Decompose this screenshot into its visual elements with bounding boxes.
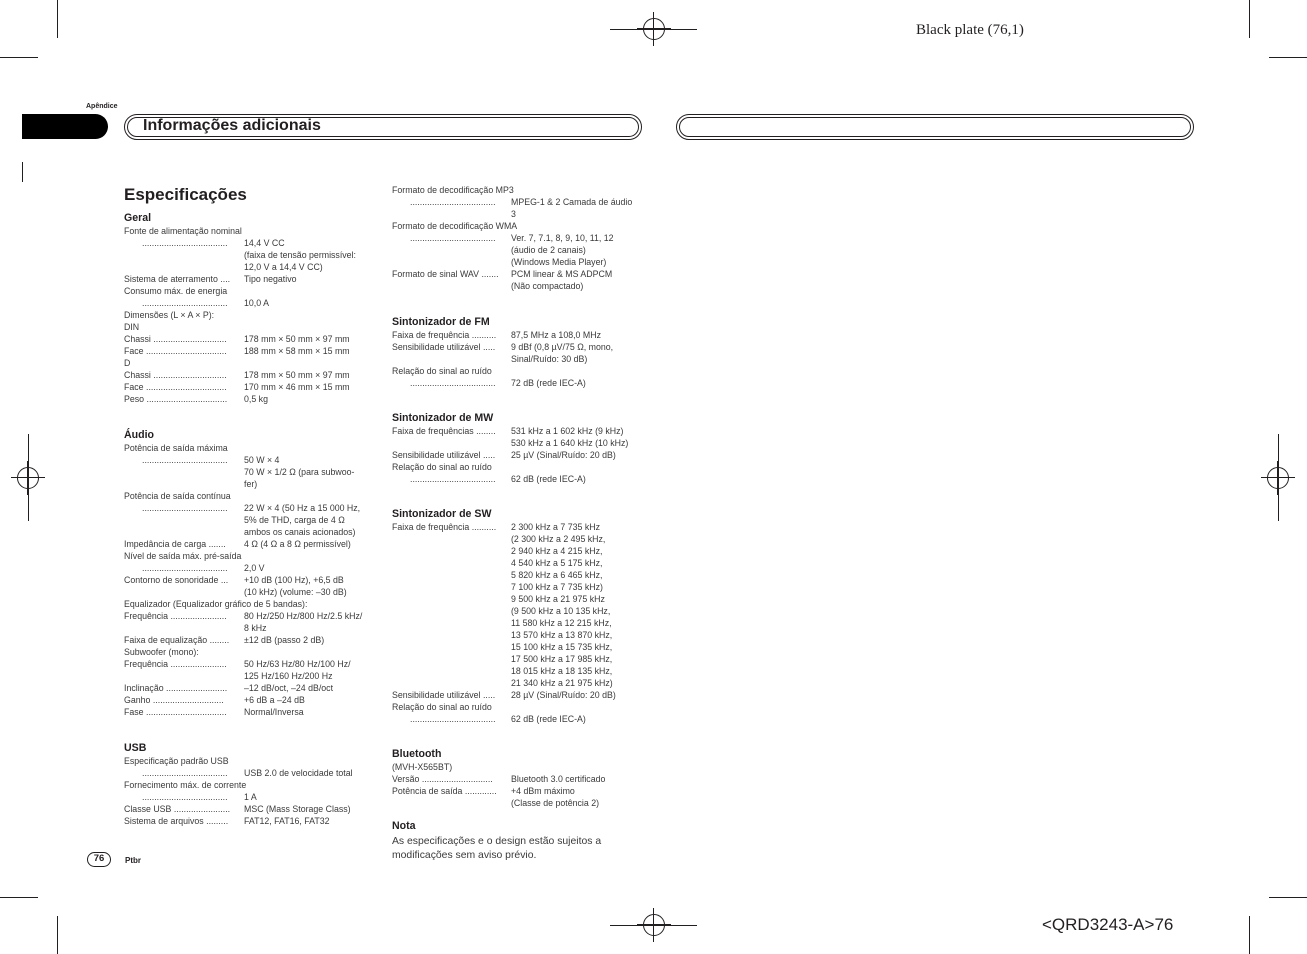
note-text: As especificações e o design estão sujeitos a — [392, 836, 602, 847]
spec-row — [124, 694, 374, 706]
spec-label: Frequência ....................... — [124, 611, 227, 621]
spec-value: 10,0 A — [244, 298, 269, 308]
band-line: 21 340 kHz a 21 975 kHz) — [511, 678, 613, 688]
spec-value: 9 dBf (0,8 µV/75 Ω, mono, — [511, 342, 614, 352]
spec-row — [124, 237, 374, 249]
spec-row — [392, 232, 647, 244]
spec-line: Subwoofer (mono): — [124, 647, 199, 657]
section-title: Informações adicionais — [143, 117, 321, 134]
spec-value: 0,5 kg — [244, 394, 268, 404]
spec-label: ................................... — [142, 238, 228, 248]
spec-row — [124, 791, 374, 803]
spec-line: 70 W × 1/2 Ω (para subwoo- — [244, 467, 355, 477]
spec-column-left — [124, 211, 374, 827]
spec-row — [124, 538, 374, 550]
spec-row — [124, 706, 374, 718]
crop-mark — [1269, 897, 1307, 898]
spec-line: fer) — [244, 479, 258, 489]
band-line: 2 940 kHz a 4 215 kHz, — [511, 546, 603, 556]
spec-label: Fase ................................. — [124, 707, 227, 717]
spec-row — [124, 803, 374, 815]
band-line: 7 100 kHz a 7 735 kHz) — [511, 582, 603, 592]
spec-row — [392, 713, 647, 725]
spec-line: (Classe de potência 2) — [511, 798, 600, 808]
spec-value: 14,4 V CC — [244, 238, 285, 248]
spec-row — [392, 377, 647, 389]
spec-line: (áudio de 2 canais) — [511, 245, 586, 255]
spec-label: Peso ................................. — [124, 394, 228, 404]
spec-label: Sensibilidade utilizável ..... — [392, 690, 496, 700]
spec-line: (faixa de tensão permissível: — [244, 250, 356, 260]
spec-value: Normal/Inversa — [244, 707, 304, 717]
spec-label: ................................... — [142, 503, 228, 513]
spec-label: ................................... — [142, 792, 228, 802]
spec-label: ................................... — [410, 378, 496, 388]
spec-value: FAT12, FAT16, FAT32 — [244, 816, 330, 826]
section-header-right — [676, 114, 1194, 140]
spec-value: 188 mm × 58 mm × 15 mm — [244, 346, 350, 356]
spec-value: 4 Ω (4 Ω a 8 Ω permissível) — [244, 539, 351, 549]
spec-label: Faixa de frequência .......... — [392, 522, 497, 532]
spec-value: Ver. 7, 7.1, 8, 9, 10, 11, 12 — [511, 233, 614, 243]
band-line: (9 500 kHz a 10 135 kHz, — [511, 606, 611, 616]
spec-row — [392, 329, 647, 341]
crop-mark — [1249, 916, 1250, 954]
spec-label: ................................... — [142, 563, 228, 573]
band-line: (2 300 kHz a 2 495 kHz, — [511, 534, 606, 544]
spec-label: Impedância de carga ....... — [124, 539, 226, 549]
section-heading: USB — [124, 742, 147, 754]
page-number-badge: 76 — [87, 852, 111, 867]
spec-row — [124, 634, 374, 646]
spec-label: ................................... — [142, 298, 228, 308]
spec-line: Relação do sinal ao ruído — [392, 702, 492, 712]
spec-value: 170 mm × 46 mm × 15 mm — [244, 382, 350, 392]
spec-label: Versão ............................. — [392, 774, 493, 784]
spec-line: ambos os canais acionados) — [244, 527, 356, 537]
spec-line: 3 — [511, 209, 516, 219]
spec-row — [124, 454, 374, 466]
spec-label: Face ................................. — [124, 382, 227, 392]
spec-line: Formato de decodificação WMA — [392, 221, 518, 231]
spec-row — [124, 502, 374, 514]
spec-value: Bluetooth 3.0 certificado — [511, 774, 606, 784]
spec-value: 80 Hz/250 Hz/800 Hz/2.5 kHz/ — [244, 611, 363, 621]
spec-row — [124, 333, 374, 345]
band-line: 4 540 kHz a 5 175 kHz, — [511, 558, 603, 568]
spec-line: 5% de THD, carga de 4 Ω — [244, 515, 345, 525]
section-heading: Sintonizador de MW — [392, 412, 494, 424]
spec-value: 50 W × 4 — [244, 455, 280, 465]
spec-row — [124, 273, 374, 285]
spec-label: Ganho ............................. — [124, 695, 224, 705]
crop-mark — [1249, 0, 1250, 38]
band-line: 9 500 kHz a 21 975 kHz — [511, 594, 605, 604]
crop-mark — [0, 897, 38, 898]
spec-row — [124, 393, 374, 405]
spec-label: ................................... — [410, 233, 496, 243]
section-heading: Bluetooth — [392, 748, 442, 760]
spec-line: Potência de saída máxima — [124, 443, 228, 453]
spec-line: Consumo máx. de energia — [124, 286, 228, 296]
spec-value: +10 dB (100 Hz), +6,5 dB — [244, 575, 344, 585]
spec-row — [392, 425, 647, 437]
spec-row — [392, 449, 647, 461]
spec-value: 22 W × 4 (50 Hz a 15 000 Hz, — [244, 503, 361, 513]
spec-value: 25 µV (Sinal/Ruído: 20 dB) — [511, 450, 616, 460]
spec-line: Relação do sinal ao ruído — [392, 366, 492, 376]
section-heading: Geral — [124, 212, 152, 224]
spec-row — [392, 341, 647, 353]
spec-label: Sensibilidade utilizável ..... — [392, 342, 496, 352]
spec-line: Equalizador (Equalizador gráfico de 5 bandas): — [124, 599, 308, 609]
note-heading: Nota — [392, 820, 416, 832]
spec-line: Potência de saída contínua — [124, 491, 231, 501]
spec-value: 2,0 V — [244, 563, 265, 573]
spec-value: 178 mm × 50 mm × 97 mm — [244, 370, 350, 380]
spec-line: Nível de saída máx. pré-saída — [124, 551, 242, 561]
spec-line: Dimensões (L × A × P): — [124, 310, 215, 320]
spec-value: 62 dB (rede IEC-A) — [511, 714, 586, 724]
registration-mark — [637, 12, 671, 46]
spec-label: Faixa de frequências ........ — [392, 426, 496, 436]
spec-label: Sistema de arquivos ......... — [124, 816, 229, 826]
spec-row — [124, 574, 374, 586]
spec-label: Frequência ....................... — [124, 659, 227, 669]
spec-label: Inclinação ......................... — [124, 683, 228, 693]
spec-label: ................................... — [410, 197, 496, 207]
registration-mark — [1261, 461, 1295, 495]
spec-label: Formato de sinal WAV ....... — [392, 269, 499, 279]
spec-row — [392, 689, 647, 701]
document-code: <QRD3243-A>76 — [1042, 915, 1174, 934]
spec-value: +4 dBm máximo — [511, 786, 575, 796]
margin-tick — [22, 162, 23, 182]
spec-row — [124, 369, 374, 381]
band-line: 5 820 kHz a 6 465 kHz, — [511, 570, 603, 580]
spec-label: Sistema de aterramento .... — [124, 274, 231, 284]
spec-line: Relação do sinal ao ruído — [392, 462, 492, 472]
appendix-label: Apêndice — [86, 103, 118, 110]
spec-line: (10 kHz) (volume: –30 dB) — [244, 587, 347, 597]
spec-row — [124, 381, 374, 393]
spec-line: D — [124, 358, 131, 368]
spec-value: 28 µV (Sinal/Ruído: 20 dB) — [511, 690, 616, 700]
spec-row — [124, 345, 374, 357]
spec-row — [124, 767, 374, 779]
spec-row — [392, 473, 647, 485]
spec-value: +6 dB a –24 dB — [244, 695, 305, 705]
spec-row — [392, 268, 647, 280]
band-line: 11 580 kHz a 12 215 kHz, — [511, 618, 612, 628]
spec-value: 2 300 kHz a 7 735 kHz — [511, 522, 600, 532]
spec-value: ±12 dB (passo 2 dB) — [244, 635, 325, 645]
spec-line: 12,0 V a 14,4 V CC) — [244, 262, 323, 272]
crop-mark — [0, 57, 38, 58]
spec-line: (Não compactado) — [511, 281, 584, 291]
spec-row — [124, 562, 374, 574]
spec-row — [124, 682, 374, 694]
spec-label: Faixa de frequência .......... — [392, 330, 497, 340]
spec-label: Chassi .............................. — [124, 370, 227, 380]
spec-value: 1 A — [244, 792, 257, 802]
spec-line: Especificação padrão USB — [124, 756, 229, 766]
plate-label: Black plate (76,1) — [916, 22, 1024, 38]
spec-label: Contorno de sonoridade ... — [124, 575, 229, 585]
spec-value: Tipo negativo — [244, 274, 297, 284]
spec-line: Fornecimento máx. de corrente — [124, 780, 247, 790]
band-line: 17 500 kHz a 17 985 kHz, — [511, 654, 613, 664]
spec-row — [392, 521, 647, 533]
spec-row — [124, 658, 374, 670]
section-header — [124, 114, 642, 140]
page-title: Especificações — [124, 185, 247, 204]
spec-value: 62 dB (rede IEC-A) — [511, 474, 586, 484]
spec-row — [124, 610, 374, 622]
spec-label: Face ................................. — [124, 346, 227, 356]
spec-value: 178 mm × 50 mm × 97 mm — [244, 334, 350, 344]
band-line: 18 015 kHz a 18 135 kHz, — [511, 666, 613, 676]
spec-line: Sinal/Ruído: 30 dB) — [511, 354, 588, 364]
spec-label: ................................... — [142, 768, 228, 778]
spec-value: 531 kHz a 1 602 kHz (9 kHz) — [511, 426, 624, 436]
spec-line: DIN — [124, 322, 140, 332]
spec-label: ................................... — [142, 455, 228, 465]
crop-mark — [57, 916, 58, 954]
spec-line: 530 kHz a 1 640 kHz (10 kHz) — [511, 438, 629, 448]
spec-value: –12 dB/oct, –24 dB/oct — [244, 683, 334, 693]
spec-row — [124, 297, 374, 309]
spec-label: ................................... — [410, 474, 496, 484]
spec-line: 8 kHz — [244, 623, 267, 633]
spec-line: (MVH-X565BT) — [392, 762, 453, 772]
spec-value: MPEG-1 & 2 Camada de áudio — [511, 197, 633, 207]
spec-line: (Windows Media Player) — [511, 257, 607, 267]
crop-mark — [1269, 57, 1307, 58]
spec-line: Fonte de alimentação nominal — [124, 226, 242, 236]
spec-value: MSC (Mass Storage Class) — [244, 804, 351, 814]
note-text: modificações sem aviso prévio. — [392, 850, 537, 861]
spec-label: Faixa de equalização ........ — [124, 635, 230, 645]
spec-column-right — [392, 184, 647, 863]
spec-label: Sensibilidade utilizável ..... — [392, 450, 496, 460]
registration-mark — [637, 908, 671, 942]
spec-label: Chassi .............................. — [124, 334, 227, 344]
spec-line: Formato de decodificação MP3 — [392, 185, 514, 195]
crop-mark — [57, 0, 58, 38]
spec-line: 125 Hz/160 Hz/200 Hz — [244, 671, 333, 681]
spec-value: PCM linear & MS ADPCM — [511, 269, 613, 279]
spec-label: ................................... — [410, 714, 496, 724]
spec-row — [392, 196, 647, 208]
section-heading: Sintonizador de FM — [392, 316, 490, 328]
spec-value: 87,5 MHz a 108,0 MHz — [511, 330, 601, 340]
section-heading: Áudio — [124, 429, 155, 441]
band-line: 13 570 kHz a 13 870 kHz, — [511, 630, 613, 640]
spec-label: Potência de saída ............. — [392, 786, 497, 796]
section-heading: Sintonizador de SW — [392, 508, 492, 520]
spec-value: USB 2.0 de velocidade total — [244, 768, 353, 778]
spec-label: Classe USB ....................... — [124, 804, 231, 814]
spec-row — [392, 773, 647, 785]
spec-row — [124, 815, 374, 827]
spec-row — [392, 785, 647, 797]
spec-value: 50 Hz/63 Hz/80 Hz/100 Hz/ — [244, 659, 351, 669]
band-line: 15 100 kHz a 15 735 kHz, — [511, 642, 613, 652]
section-tab-bar — [22, 114, 108, 139]
registration-mark — [11, 461, 45, 495]
language-label: Ptbr — [125, 856, 141, 865]
spec-value: 72 dB (rede IEC-A) — [511, 378, 586, 388]
